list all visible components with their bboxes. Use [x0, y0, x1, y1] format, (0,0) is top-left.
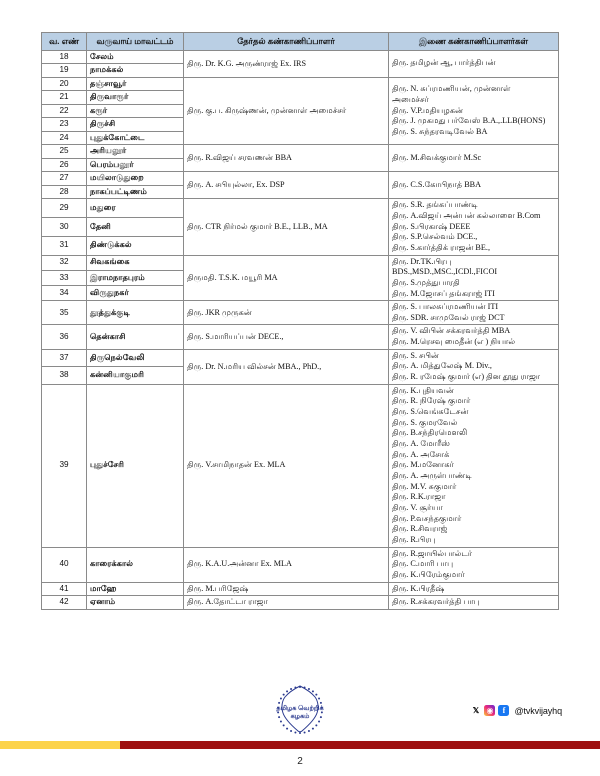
cell-district: புதுக்கோட்டை [87, 131, 184, 145]
joint-observer-name: திரு. S.முத்துபாரதி [392, 277, 460, 287]
cell-observer: திரு. கு.ப. கிருஷ்ணன், முன்னாள் அமைச்சர் [184, 77, 389, 145]
cell-joint-observers [389, 255, 559, 301]
cell-sno: 26 [42, 158, 87, 172]
cell-sno: 22 [42, 104, 87, 118]
joint-observer-name: திரு. R.சிவராஜ் [392, 524, 448, 534]
cell-observer: திரு. Dr. K.G. அருண்ராஜ் Ex. IRS [184, 50, 389, 77]
joint-observer-name: திரு. S. சபின் [392, 350, 439, 360]
joint-observer-name: திரு. Dr.TK.பிரபு [392, 256, 452, 266]
cell-observer: திரு. A. சபியுல்லா, Ex. DSP [184, 172, 389, 199]
cell-joint-observers [389, 172, 559, 199]
page-number: 2 [297, 756, 303, 767]
joint-observer-name: திரு. R.சக்கரவர்த்தி பாபு [392, 597, 480, 607]
joint-observer-name: திரு. R.பிரபு [392, 534, 436, 544]
observers-table [41, 32, 559, 610]
cell-district: திருச்சி [87, 118, 184, 132]
cell-sno: 27 [42, 172, 87, 186]
table-row [42, 384, 559, 547]
cell-sno: 19 [42, 64, 87, 78]
cell-joint-observers [389, 145, 559, 172]
cell-joint-observers [389, 582, 559, 596]
cell-sno: 25 [42, 145, 87, 159]
joint-observer-name: திரு. SDR. சாமுவேல் ராஜ் DCT [392, 312, 505, 322]
cell-observer: திரு. M.பரிஜேஷ் [184, 582, 389, 596]
cell-district: கன்னியாகுமரி [87, 367, 184, 384]
cell-sno: 35 [42, 301, 87, 325]
table-row [42, 301, 559, 325]
column-header-sno: வ. எண் [42, 33, 87, 51]
cell-district: தேனி [87, 218, 184, 237]
cell-district: பெரம்பலூர் [87, 158, 184, 172]
logo-text-line1: தமிழக வெற்றிக் [276, 705, 324, 712]
table-header [42, 33, 559, 51]
cell-sno: 41 [42, 582, 87, 596]
cell-district: கரூர் [87, 104, 184, 118]
table-row [42, 50, 559, 64]
table-body [42, 50, 559, 609]
cell-district: நாகப்பட்டிணம் [87, 185, 184, 199]
table-row [42, 77, 559, 91]
joint-observer-name: திரு. V.P.மதியழகன் [392, 105, 464, 115]
cell-joint-observers [389, 596, 559, 610]
joint-observer-name: திரு. தமிழன் ஆ, பார்த்திபன் [392, 58, 496, 68]
column-header-observer: தேர்தல் கண்காணிப்பாளர் [184, 33, 389, 51]
party-logo [258, 683, 342, 735]
cell-joint-observers [389, 547, 559, 582]
cell-district: தூத்துக்குடி [87, 301, 184, 325]
joint-observer-name: திரு. A. மோரீஸ் [392, 439, 451, 449]
cell-district: மாஹே [87, 582, 184, 596]
cell-district: நாமக்கல் [87, 64, 184, 78]
cell-district: சிவகங்கை [87, 255, 184, 270]
facebook-icon[interactable]: f [498, 705, 509, 716]
joint-observer-name: திரு. V. சூர்யா [392, 502, 443, 512]
cell-district: திண்டுக்கல் [87, 236, 184, 255]
cell-joint-observers [389, 349, 559, 384]
joint-observer-name: திரு. M.ரெசவு மைதீன் (எ ) நியால் [392, 337, 516, 347]
cell-district: திருவாரூர் [87, 91, 184, 105]
joint-observer-name: திரு. R. நிரேஷ் குமார் [392, 396, 471, 406]
cell-sno: 34 [42, 285, 87, 300]
cell-district: மயிலாடுதுறை [87, 172, 184, 186]
cell-observer: திரு. V.சாமிநாதன் Ex. MLA [184, 384, 389, 547]
joint-observer-name: திரு. K.பிரேம்குமார் [392, 569, 465, 579]
joint-observer-name: திரு. C.S.கோபிநாத் BBA [392, 179, 482, 189]
joint-observer-name: திரு. S.பிரகாஷ் DEEE [392, 221, 471, 231]
cell-sno: 42 [42, 596, 87, 610]
cell-district: தஞ்சாவூர் [87, 77, 184, 91]
joint-observer-name: திரு. S. பாலசுப்ரமணியன் ITI [392, 302, 499, 312]
cell-observer: திரு. Dr. N.மரிய வில்சன் MBA., PhD., [184, 349, 389, 384]
social-handle-text: @tvkvijayhq [514, 705, 562, 716]
table-row [42, 349, 559, 366]
cell-district: அரியலூர் [87, 145, 184, 159]
cell-sno: 18 [42, 50, 87, 64]
joint-observer-name: திரு. A. அசோக் [392, 449, 450, 459]
joint-observer-name: திரு. R.K.ராஜா [392, 492, 446, 502]
cell-sno: 39 [42, 384, 87, 547]
joint-observer-name: திரு. S.வெங்கடேசன் [392, 407, 469, 417]
table-header-row [42, 33, 559, 51]
cell-sno: 29 [42, 199, 87, 218]
joint-observer-name: திரு. C.மாரி பாபு [392, 559, 454, 569]
column-header-district: வருவாய் மாவட்டம் [87, 33, 184, 51]
cell-observer: திரு. CTR நிர்மல் குமார் B.E., LLB., MA [184, 199, 389, 255]
cell-sno: 28 [42, 185, 87, 199]
joint-observer-name: திரு. K.பிரதீஷ் [392, 583, 445, 593]
cell-sno: 30 [42, 218, 87, 237]
cell-sno: 40 [42, 547, 87, 582]
table-row [42, 255, 559, 270]
cell-district: ஏனாம் [87, 596, 184, 610]
joint-observer-name: திரு. R. ரமேஷ் குமார் (எ) தின தூது ராஜா [392, 372, 541, 382]
joint-observer-name: BDS.,MSD.,MSC.,ICDl.,FICOI [392, 267, 498, 277]
joint-observer-name: திரு. J. முகமது பர்வேஸ் B.A.,.LLB(HONS) [392, 116, 546, 126]
table-row [42, 325, 559, 349]
cell-observer: திருமதி. T.S.K. மயூரி MA [184, 255, 389, 301]
cell-sno: 33 [42, 270, 87, 285]
column-header-joint-observers: இணை கண்காணிப்பாளர்கள் [389, 33, 559, 51]
cell-joint-observers [389, 325, 559, 349]
joint-observer-name: திரு. R.ஜாயில்பால்டர் [392, 548, 473, 558]
cell-observer: திரு. A.தோட்டா ராஜா [184, 596, 389, 610]
table-row [42, 199, 559, 218]
cell-district: சேலம் [87, 50, 184, 64]
table-row [42, 582, 559, 596]
joint-observer-name: திரு. S.P.செல்வம் DCE., [392, 232, 478, 242]
table-row [42, 596, 559, 610]
joint-observer-name: திரு. M.ஜோசப் தங்கராஜ் ITI [392, 288, 495, 298]
cell-sno: 31 [42, 236, 87, 255]
joint-observer-name: திரு. A. மித்துலேஷ் M. Div., [392, 361, 492, 371]
cell-observer: திரு. S.மாரியப்பன் DECE., [184, 325, 389, 349]
cell-sno: 23 [42, 118, 87, 132]
cell-observer: திரு. R.விஜய் சரவணன் BBA [184, 145, 389, 172]
joint-observer-name: திரு. V. விபின் சக்கரவர்த்தி MBA [392, 326, 511, 336]
cell-sno: 38 [42, 367, 87, 384]
cell-district: மதுரை [87, 199, 184, 218]
logo-text-line2: கழகம் [290, 713, 310, 720]
cell-sno: 32 [42, 255, 87, 270]
joint-observer-name: திரு. N. சுப்ரமணியன், முன்னாள் [392, 84, 511, 94]
joint-observer-name: திரு. A. அருள்பாண்டி [392, 471, 472, 480]
observers-table-container [41, 32, 558, 610]
cell-observer: திரு. JKR முருகன் [184, 301, 389, 325]
x-twitter-icon[interactable]: 𝕏 [472, 705, 480, 715]
joint-observer-name: திரு. B.சந்திரமௌலி [392, 428, 468, 438]
cell-sno: 37 [42, 349, 87, 366]
cell-joint-observers [389, 77, 559, 145]
joint-observer-name: திரு. A.விஜய் அன்பன் கல்லாளை B.Com [392, 210, 541, 220]
cell-joint-observers [389, 50, 559, 77]
joint-observer-name: திரு. M.V. சுகுமார் [392, 481, 457, 491]
joint-observer-name: திரு. K.புதியவன் [392, 385, 454, 395]
footer-bar-red [120, 741, 600, 749]
joint-observer-name: திரு. M.மனோகர் [392, 460, 454, 470]
table-row [42, 172, 559, 186]
instagram-icon[interactable]: ◉ [484, 705, 495, 716]
social-handles[interactable] [470, 705, 562, 716]
cell-district: தென்காசி [87, 325, 184, 349]
joint-observer-name: திரு. S. சுந்தரவடிவேல் BA [392, 126, 488, 136]
cell-sno: 36 [42, 325, 87, 349]
cell-joint-observers [389, 199, 559, 255]
table-row [42, 547, 559, 582]
cell-joint-observers [389, 384, 559, 547]
joint-observer-name: திரு. S. குமரவேல் [392, 417, 458, 427]
cell-sno: 20 [42, 77, 87, 91]
joint-observer-name: திரு. M.சிவக்குமார் M.Sc [392, 152, 482, 162]
footer-bar-yellow [0, 741, 120, 749]
cell-district: திருநெல்வேலி [87, 349, 184, 366]
cell-district: காரைக்கால் [87, 547, 184, 582]
cell-joint-observers [389, 301, 559, 325]
cell-sno: 24 [42, 131, 87, 145]
cell-observer: திரு. K.A.U.அன்னா Ex. MLA [184, 547, 389, 582]
cell-district: விருதுநகர் [87, 285, 184, 300]
joint-observer-name: திரு. P.வசந்தகுமார் [392, 513, 462, 523]
cell-sno: 21 [42, 91, 87, 105]
joint-observer-name: திரு. S.R. தங்கப்பாண்டி [392, 200, 478, 210]
cell-district: புதுச்சேரி [87, 384, 184, 547]
cell-district: இராமநாதபுரம் [87, 270, 184, 285]
joint-observer-name: திரு. S.கார்த்திக் ராஜன் BE., [392, 242, 490, 252]
joint-observer-name: அமைச்சர் [392, 95, 429, 105]
table-row [42, 145, 559, 159]
